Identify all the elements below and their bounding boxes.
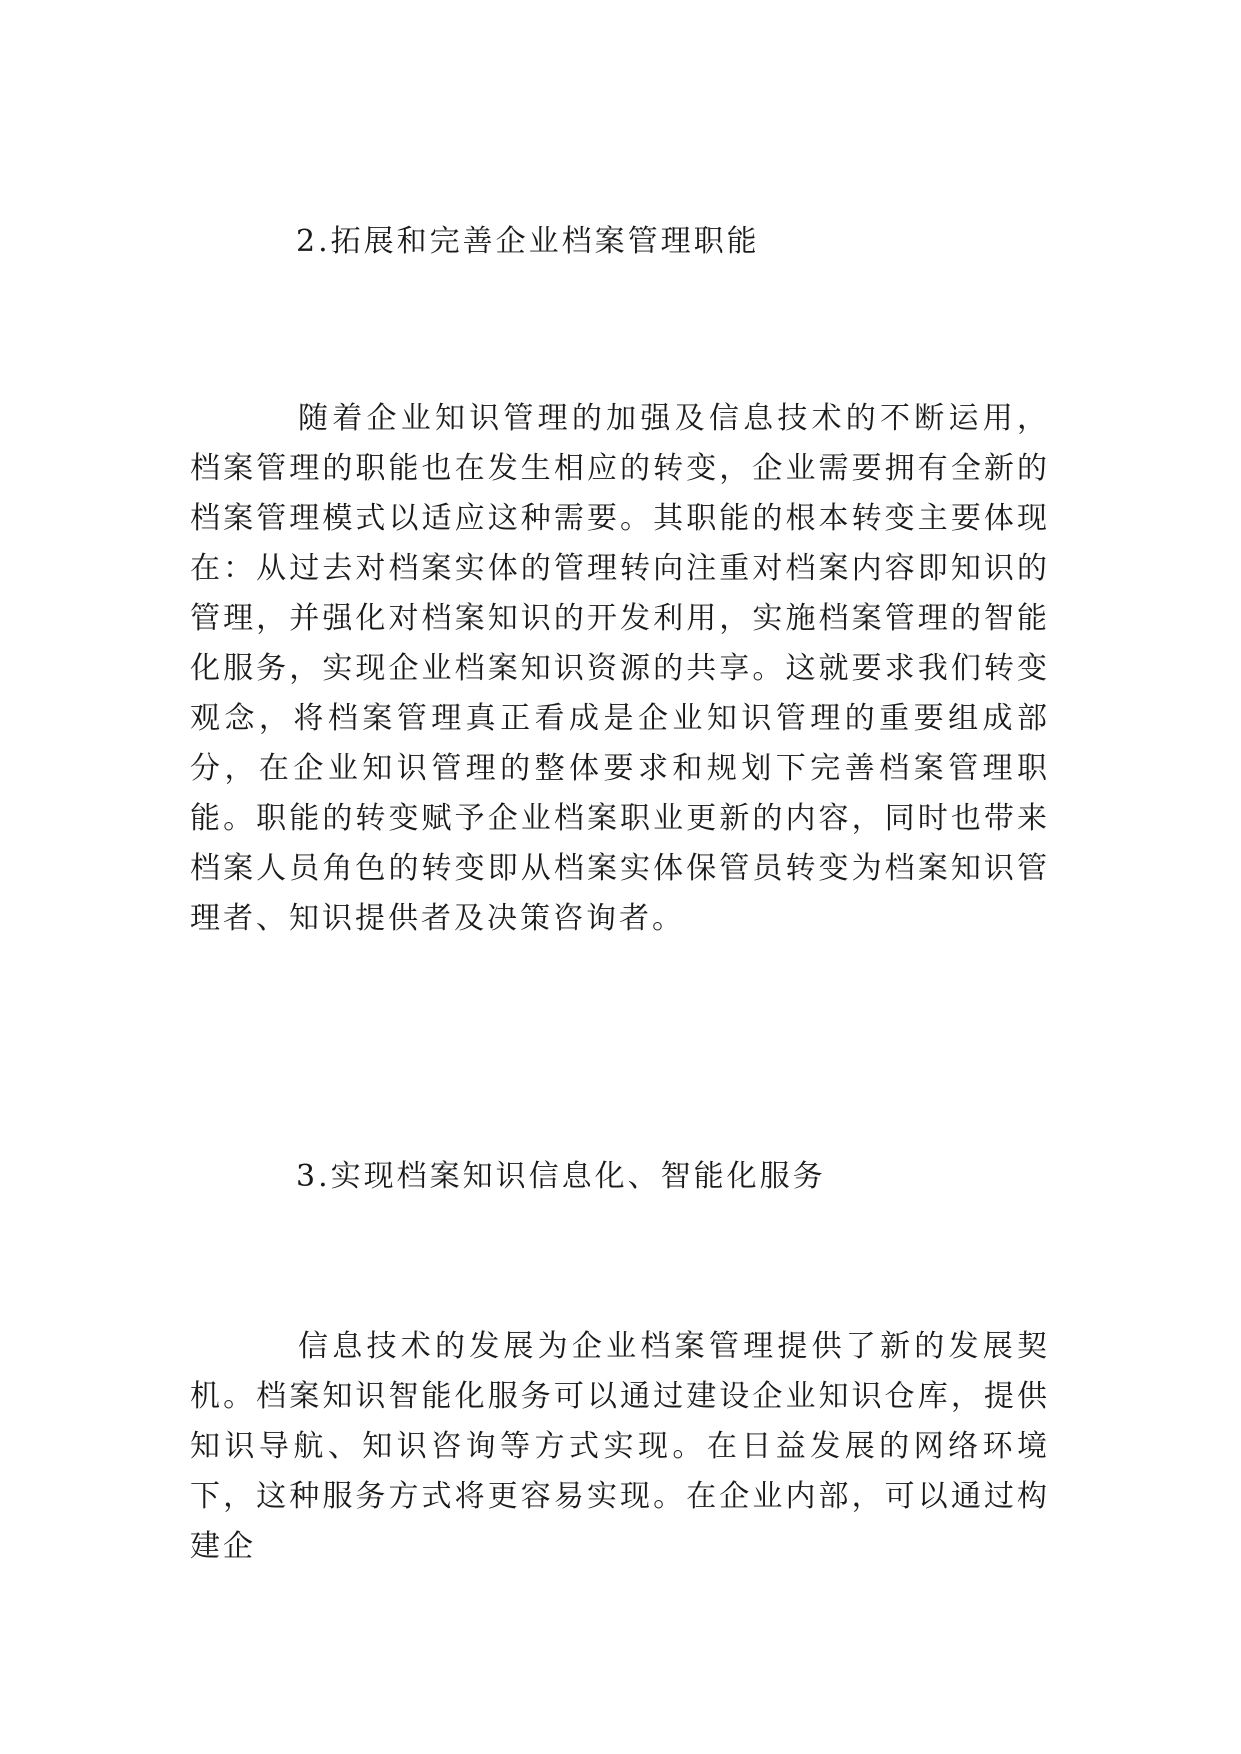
section-heading: 3.实现档案知识信息化、智能化服务 <box>296 1159 826 1194</box>
section-paragraph: 信息技术的发展为企业档案管理提供了新的发展契机。档案知识智能化服务可以通过建设企业知识仓库，提供知识导航、知识咨询等方式实现。在日益发展的网络环境下，这种服务方式将更容易实现。在企业内部，可以通过构建企 <box>190 1329 1050 1564</box>
section-heading: 2.拓展和完善企业档案管理职能 <box>296 224 760 259</box>
section-paragraph: 随着企业知识管理的加强及信息技术的不断运用，档案管理的职能也在发生相应的转变，企业需要拥有全新的档案管理模式以适应这种需要。其职能的根本转变主要体现在：从过去对档案实体的管理转向注重对档案内容即知识的管理，并强化对档案知识的开发利用，实施档案管理的智能化服务，实现企业档案知识资源的共享。这就要求我们转变观念，将档案管理真正看成是企业知识管理的重要组成部分，在企业知识管理的整体要求和规划下完善档案管理职能。职能的转变赋予企业档案职业更新的内容，同时也带来档案人员角色的转变即从档案实体保管员转变为档案知识管理者、知识提供者及决策咨询者。 <box>190 401 1050 936</box>
